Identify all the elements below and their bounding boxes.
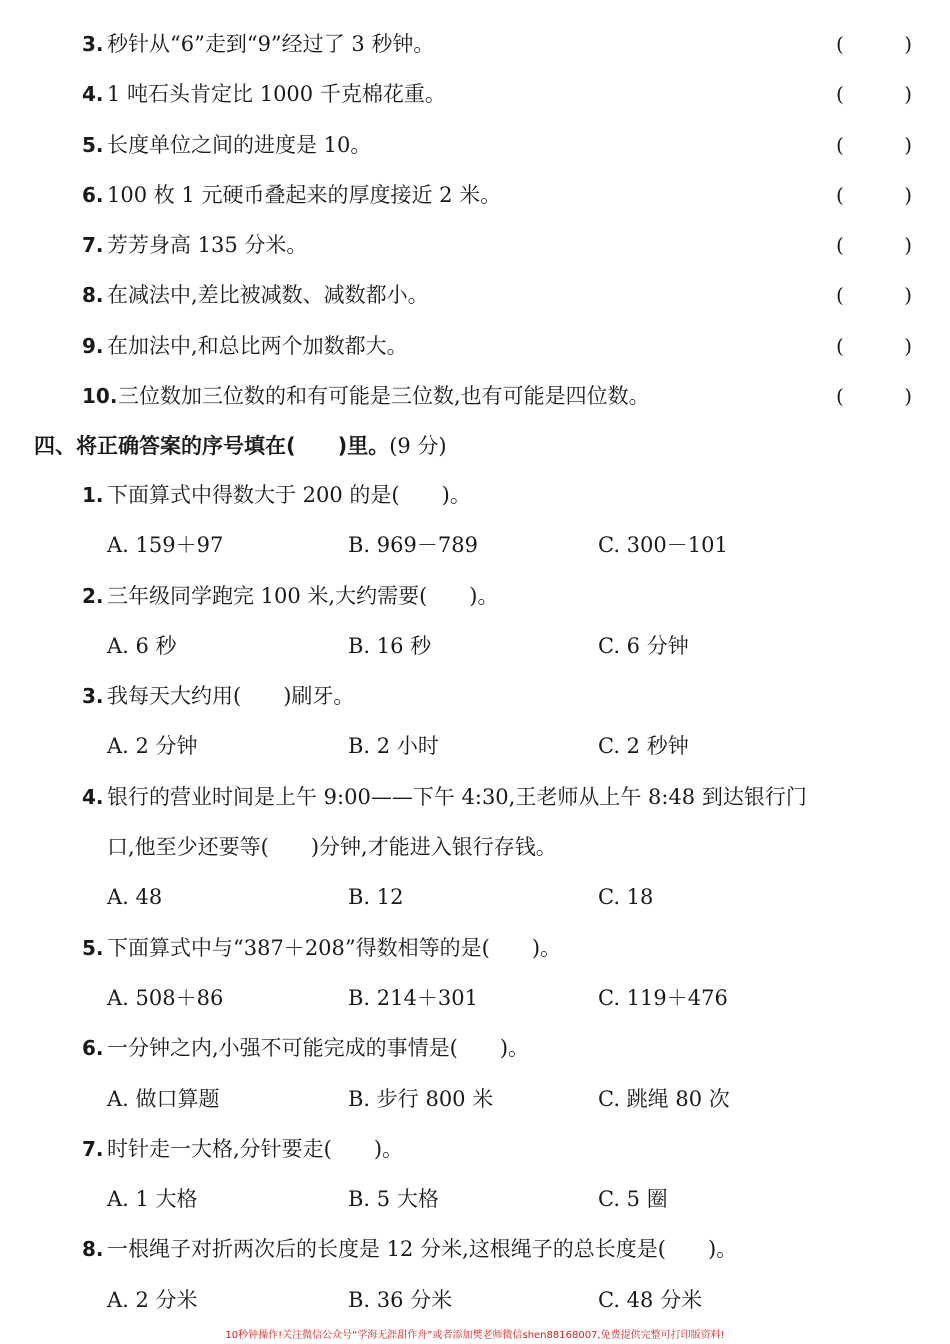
- option-c[interactable]: C. 跳绳 80 次: [598, 1086, 730, 1111]
- option-c[interactable]: C. 2 秒钟: [598, 734, 689, 759]
- answer-paren-right: ): [904, 333, 912, 358]
- true-false-item: [0, 321, 950, 371]
- true-false-item: [0, 220, 950, 270]
- option-a[interactable]: A. 6 秒: [107, 633, 177, 658]
- option-b[interactable]: B. 36 分米: [348, 1287, 453, 1312]
- options-row: [0, 973, 950, 1023]
- choice-question-line: [0, 1224, 950, 1274]
- section-heading: [34, 428, 447, 464]
- answer-paren-left: (: [836, 182, 844, 207]
- choice-question-line: [0, 923, 950, 973]
- option-a[interactable]: A. 48: [107, 885, 163, 910]
- true-false-item: [0, 371, 950, 421]
- option-b[interactable]: B. 步行 800 米: [348, 1086, 494, 1111]
- multiple-choice-list: [0, 470, 950, 1325]
- question-number: 5.: [82, 132, 104, 157]
- question-text: 一分钟之内,小强不可能完成的事情是( )。: [107, 1036, 530, 1061]
- answer-paren-left: (: [836, 32, 844, 56]
- section-title: 四、将正确答案的序号填在( )里。: [34, 434, 390, 458]
- options-row: [0, 1174, 950, 1224]
- answer-paren-right: ): [904, 32, 912, 56]
- option-b[interactable]: B. 12: [348, 885, 404, 910]
- choice-question-line: [0, 571, 950, 621]
- answer-paren-left: (: [836, 283, 844, 308]
- choice-question-line: [0, 1023, 950, 1073]
- answer-paren-right: ): [904, 384, 912, 409]
- question-number: 3.: [82, 32, 104, 56]
- option-a[interactable]: A. 做口算题: [107, 1086, 220, 1111]
- question-text: 我每天大约用( )刷牙。: [107, 684, 355, 709]
- option-c[interactable]: C. 6 分钟: [598, 633, 689, 658]
- question-number: 7.: [82, 233, 104, 258]
- question-number: 2.: [82, 583, 104, 608]
- question-number: 4.: [82, 82, 104, 107]
- footer-notice: 10秒钟操作!关注微信公众号“学海无涯甜作舟”或者添加樊老师微信shen88168007,免费提供完整可打印版资料!: [225, 1330, 725, 1341]
- options-row: [0, 721, 950, 771]
- answer-paren-right: ): [904, 132, 912, 157]
- answer-paren-left: (: [836, 333, 844, 358]
- question-text: 下面算式中与“387＋208”得数相等的是( )。: [107, 935, 562, 960]
- option-b[interactable]: B. 16 秒: [348, 633, 432, 658]
- true-false-item: [0, 270, 950, 320]
- question-number: 10.: [82, 384, 118, 409]
- question-number: 7.: [82, 1136, 104, 1161]
- section-points: (9 分): [389, 434, 447, 458]
- option-c[interactable]: C. 18: [598, 885, 654, 910]
- question-number: 9.: [82, 333, 104, 358]
- choice-question-line: [0, 671, 950, 721]
- option-c[interactable]: C. 5 圈: [598, 1187, 668, 1212]
- option-a[interactable]: A. 2 分米: [107, 1287, 198, 1312]
- true-false-item: [0, 170, 950, 220]
- answer-paren-right: ): [904, 283, 912, 308]
- question-text: 下面算式中得数大于 200 的是( )。: [107, 483, 471, 507]
- answer-paren-left: (: [836, 233, 844, 258]
- question-text: 三位数加三位数的和有可能是三位数,也有可能是四位数。: [118, 384, 650, 409]
- question-text: 长度单位之间的进度是 10。: [107, 132, 372, 157]
- option-c[interactable]: C. 300－101: [598, 533, 728, 558]
- option-a[interactable]: A. 508＋86: [107, 985, 224, 1010]
- question-text: 1 吨石头肯定比 1000 千克棉花重。: [107, 82, 446, 107]
- option-c[interactable]: C. 48 分米: [598, 1287, 703, 1312]
- question-text: 时针走一大格,分针要走( )。: [107, 1136, 404, 1161]
- answer-paren-right: ): [904, 233, 912, 258]
- question-number: 4.: [82, 784, 104, 809]
- option-b[interactable]: B. 969－789: [348, 533, 478, 558]
- answer-paren-left: (: [836, 132, 844, 157]
- choice-question-line: [0, 470, 950, 520]
- question-number: 8.: [82, 283, 104, 308]
- question-text: 芳芳身高 135 分米。: [107, 233, 308, 258]
- question-text: 在减法中,差比被减数、减数都小。: [107, 283, 429, 308]
- true-false-item: [0, 19, 950, 69]
- options-row: [0, 1275, 950, 1325]
- question-text: 100 枚 1 元硬币叠起来的厚度接近 2 米。: [107, 182, 502, 207]
- option-a[interactable]: A. 2 分钟: [107, 734, 198, 759]
- question-number: 6.: [82, 1036, 104, 1061]
- choice-question-line: [0, 1124, 950, 1174]
- true-false-item: [0, 120, 950, 170]
- options-row: [0, 1074, 950, 1124]
- choice-question-line: [0, 772, 950, 822]
- options-row: [0, 872, 950, 922]
- question-number: 3.: [82, 684, 104, 709]
- answer-paren-left: (: [836, 384, 844, 409]
- question-number: 5.: [82, 935, 104, 960]
- option-c[interactable]: C. 119＋476: [598, 985, 728, 1010]
- question-text: 口,他至少还要等( )分钟,才能进入银行存钱。: [107, 835, 557, 860]
- question-text: 在加法中,和总比两个加数都大。: [107, 333, 408, 358]
- question-number: 6.: [82, 182, 104, 207]
- true-false-item: [0, 69, 950, 119]
- question-text: 秒针从“6”走到“9”经过了 3 秒钟。: [107, 32, 435, 56]
- option-a[interactable]: A. 1 大格: [107, 1187, 198, 1212]
- question-text: 银行的营业时间是上午 9:00——下午 4:30,王老师从上午 8:48 到达银行门: [107, 784, 807, 809]
- question-number: 1.: [82, 483, 104, 507]
- option-b[interactable]: B. 5 大格: [348, 1187, 439, 1212]
- answer-paren-left: (: [836, 82, 844, 107]
- option-b[interactable]: B. 214＋301: [348, 985, 478, 1010]
- options-row: [0, 520, 950, 570]
- true-false-list: [0, 19, 950, 421]
- options-row: [0, 621, 950, 671]
- answer-paren-right: ): [904, 82, 912, 107]
- question-text: 一根绳子对折两次后的长度是 12 分米,这根绳子的总长度是( )。: [107, 1237, 738, 1262]
- option-a[interactable]: A. 159＋97: [107, 533, 224, 558]
- choice-question-line: [0, 822, 950, 872]
- option-b[interactable]: B. 2 小时: [348, 734, 439, 759]
- answer-paren-right: ): [904, 182, 912, 207]
- question-number: 8.: [82, 1237, 104, 1262]
- question-text: 三年级同学跑完 100 米,大约需要( )。: [107, 583, 499, 608]
